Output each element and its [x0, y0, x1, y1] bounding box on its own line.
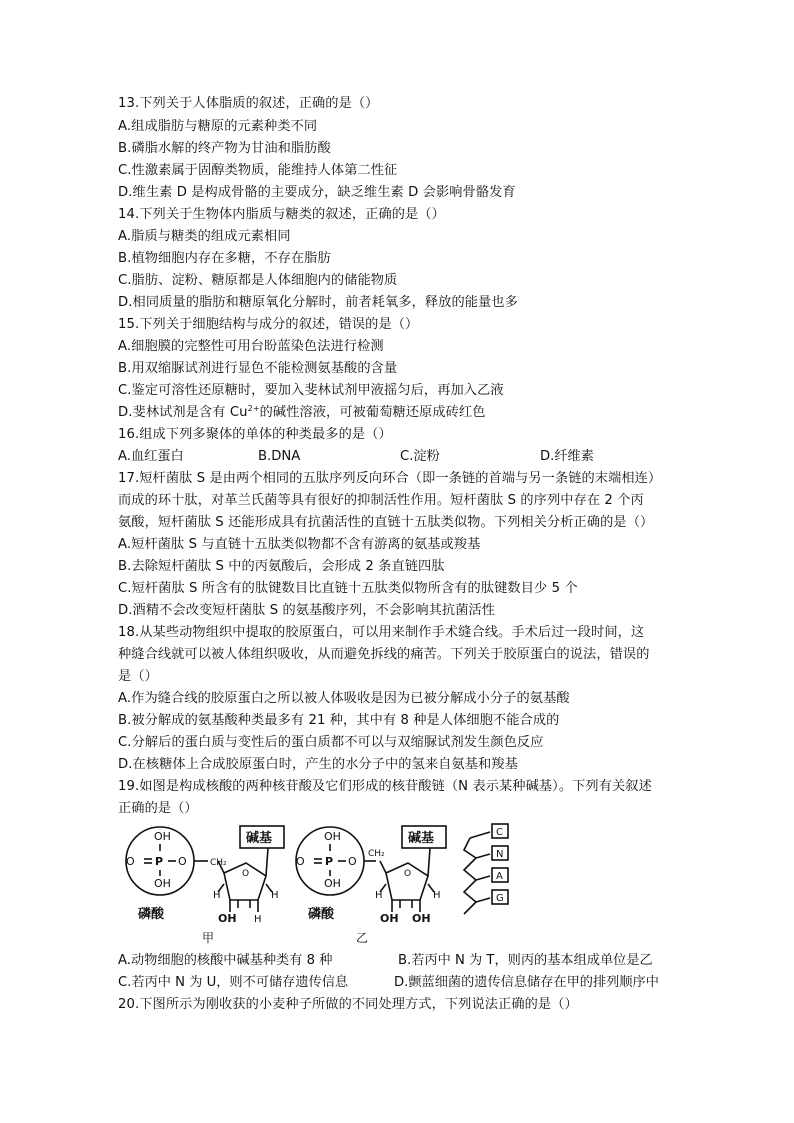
q14-option-c: C.脂肪、淀粉、糖原都是人体细胞内的储能物质: [118, 273, 398, 288]
oh-bottom-b: OH: [324, 877, 341, 890]
h-sugar-a: H: [254, 914, 262, 925]
q14-stem: 14.下列关于生物体内脂质与糖类的叙述，正确的是（）: [118, 207, 445, 222]
q16-option-b: B.DNA: [258, 449, 301, 464]
oh-bottom-a: OH: [154, 877, 171, 890]
h-left-b: H: [375, 890, 383, 901]
q16-option-d: D.纤维素: [540, 449, 594, 464]
h-right-b: H: [433, 890, 441, 901]
q18-option-c: C.分解后的蛋白质与变性后的蛋白质都不可以与双缩脲试剂发生颜色反应: [118, 735, 544, 750]
o-right-a: O: [178, 855, 187, 868]
q17-option-d: D.酒精不会改变短杆菌肽 S 的氨基酸序列，不会影响其抗菌活性: [118, 603, 496, 618]
q16-option-c: C.淀粉: [400, 449, 440, 464]
base-label-a: 碱基: [246, 831, 273, 846]
h-left-a: H: [213, 890, 221, 901]
q17-stem-line-2: 而成的环十肽，对革兰氏菌等具有很好的抑制活性作用。短杆菌肽 S 的序列中存在 2 个丙: [118, 493, 644, 508]
oh-sugar-a: OH: [218, 912, 237, 925]
chain-letter-g: G: [496, 893, 504, 904]
ch2-a: CH₂: [210, 858, 227, 868]
q15-option-b: B.用双缩脲试剂进行显色不能检测氨基酸的含量: [118, 361, 398, 376]
ring-o-a: O: [242, 869, 250, 879]
q19-option-b: B.若丙中 N 为 T，则丙的基本组成单位是乙: [398, 953, 653, 968]
o-left-a: O: [126, 855, 135, 868]
ring-o-b: O: [404, 869, 412, 879]
chain-backbone: [464, 838, 476, 914]
q17-option-c: C.短杆菌肽 S 所含有的肽键数目比直链十五肽类似物所含有的肽键数目少 5 个: [118, 581, 578, 596]
q19-stem-line-1: 19.如图是构成核酸的两种核苷酸及它们形成的核苷酸链（N 表示某种碱基）。下列有关叙述: [118, 779, 652, 794]
q16-stem: 16.组成下列多聚体的单体的种类最多的是（）: [118, 427, 392, 442]
q19-option-a: A.动物细胞的核酸中碱基种类有 8 种: [118, 953, 333, 968]
q19-stem-line-2: 正确的是（）: [118, 801, 198, 816]
q13-option-b: B.磷脂水解的终产物为甘油和脂肪酸: [118, 141, 331, 156]
q19-option-d: D.颤蓝细菌的遗传信息储存在甲的排列顺序中: [394, 975, 659, 990]
base-label-b: 碱基: [408, 831, 435, 846]
q15-option-a: A.细胞膜的完整性可用台盼蓝染色法进行检测: [118, 339, 384, 354]
p-atom-a: P: [155, 855, 164, 868]
q15-option-d-superscript: 2+: [247, 404, 260, 413]
q15-option-c: C.鉴定可溶性还原糖时，要加入斐林试剂甲液摇匀后，再加入乙液: [118, 383, 504, 398]
q14-option-a: A.脂质与糖类的组成元素相同: [118, 229, 291, 244]
q14-option-b: B.植物细胞内存在多糖，不存在脂肪: [118, 251, 331, 266]
q18-stem-line-2: 种缝合线就可以被人体组织吸收，从而避免拆线的痛苦。下列关于胶原蛋白的说法，错误的: [118, 647, 650, 662]
phosphate-label-a: 磷酸: [138, 907, 165, 922]
caption-a: 甲: [202, 931, 215, 945]
q17-stem-line-3: 氨酸，短杆菌肽 S 还能形成具有抗菌活性的直链十五肽类似物。下列相关分析正确的是（）: [118, 515, 654, 530]
q14-option-d: D.相同质量的脂肪和糖原氧化分解时，前者耗氧多，释放的能量也多: [118, 295, 518, 310]
oh-top-b: OH: [324, 830, 341, 843]
oh-sugar-b-1: OH: [380, 912, 399, 925]
q19-option-c: C.若丙中 N 为 U，则不可储存遗传信息: [118, 975, 349, 990]
ch2-b: CH₂: [368, 849, 385, 859]
q18-option-b: B.被分解成的氨基酸种类最多有 21 种，其中有 8 种是人体细胞不能合成的: [118, 713, 560, 728]
q13-option-a: A.组成脂肪与糖原的元素种类不同: [118, 119, 318, 134]
p-atom-b: P: [325, 855, 334, 868]
q17-option-a: A.短杆菌肽 S 与直链十五肽类似物都不含有游离的氨基或羧基: [118, 537, 481, 552]
q20-stem: 20.下图所示为刚收获的小麦种子所做的不同处理方式，下列说法正确的是（）: [118, 997, 578, 1012]
q15-option-d-prefix: D.斐林试剂是含有 Cu: [118, 405, 248, 420]
q18-stem-line-1: 18.从某些动物组织中提取的胶原蛋白，可以用来制作手术缝合线。手术后过一段时间，这: [118, 625, 645, 640]
q17-option-b: B.去除短杆菌肽 S 中的丙氨酸后，会形成 2 条直链四肽: [118, 559, 445, 574]
phosphate-label-b: 磷酸: [308, 907, 335, 922]
o-left-b: O: [296, 855, 305, 868]
q18-option-d: D.在核糖体上合成胶原蛋白时，产生的水分子中的氢来自氨基和羧基: [118, 757, 518, 772]
q15-option-d: [118, 404, 486, 422]
chain-letter-n: N: [496, 849, 504, 860]
oh-top-a: OH: [154, 830, 171, 843]
q15-option-d-suffix: 的碱性溶液，可被葡萄糖还原成砖红色: [259, 405, 486, 420]
caption-b: 乙: [356, 931, 369, 945]
h-right-a: H: [271, 890, 279, 901]
q13-option-d: D.维生素 D 是构成骨骼的主要成分，缺乏维生素 D 会影响骨骼发育: [118, 185, 516, 200]
q16-option-a: A.血红蛋白: [118, 449, 184, 464]
q17-stem-line-1: 17.短杆菌肽 S 是由两个相同的五肽序列反向环合（即一条链的首端与另一条链的末端相连）: [118, 471, 662, 486]
q18-stem-line-3: 是（）: [118, 669, 158, 684]
oh-sugar-b-2: OH: [412, 912, 431, 925]
q13-option-c: C.性激素属于固醇类物质，能维持人体第二性征: [118, 163, 398, 178]
chain-letter-a: A: [496, 871, 503, 882]
o-right-b: O: [348, 855, 357, 868]
q13-stem: 13.下列关于人体脂质的叙述，正确的是（）: [118, 96, 379, 111]
chain-letter-c: C: [496, 827, 503, 838]
q18-option-a: A.作为缝合线的胶原蛋白之所以被人体吸收是因为已被分解成小分子的氨基酸: [118, 691, 570, 706]
q15-stem: 15.下列关于细胞结构与成分的叙述，错误的是（）: [118, 317, 419, 332]
nucleotide-figure: [118, 818, 538, 948]
